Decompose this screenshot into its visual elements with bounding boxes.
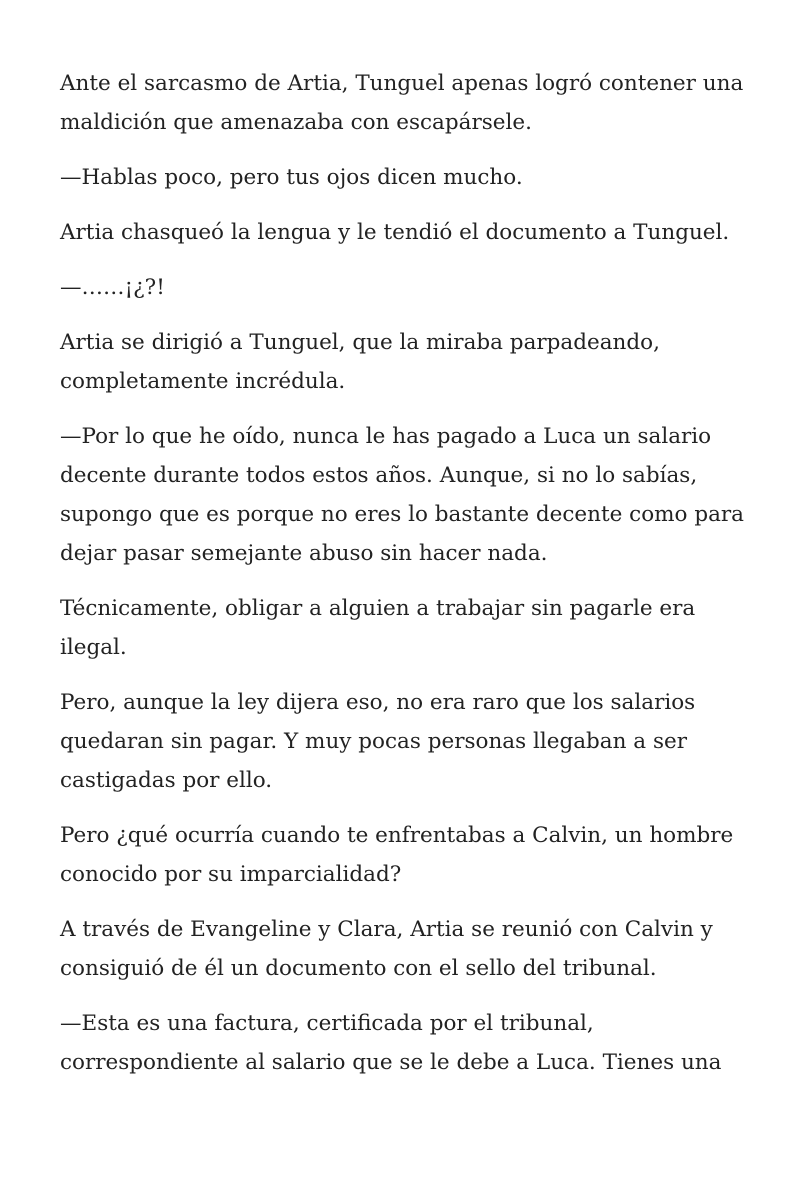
paragraph-11: —Esta es una factura, certificada por el tribunal, correspondiente al salario que se le debe a Luca. Tienes una [60, 1011, 722, 1075]
paragraph-2: —Hablas poco, pero tus ojos dicen mucho. [60, 165, 523, 190]
paragraph-8: Pero, aunque la ley dijera eso, no era raro que los salarios quedaran sin pagar. Y muy pocas personas llegaban a ser castigadas por ello. [60, 690, 696, 793]
paragraph-6: —Por lo que he oído, nunca le has pagado a Luca un salario decente durante todos estos años. Aunque, si no lo sabías, supongo que es porque no eres lo bastante decente como para dejar pasar semejante abuso sin hacer nada. [60, 424, 745, 566]
document-page [60, 64, 750, 1098]
paragraph-9: Pero ¿qué ocurría cuando te enfrentabas a Calvin, un hombre conocido por su imparcialidad? [60, 823, 734, 887]
paragraph-4: —……¡¿?! [60, 275, 165, 300]
paragraph-5: Artia se dirigió a Tunguel, que la miraba parpadeando, completamente incrédula. [60, 330, 660, 394]
paragraph-3: Artia chasqueó la lengua y le tendió el documento a Tunguel. [60, 220, 730, 245]
paragraph-1: Ante el sarcasmo de Artia, Tunguel apenas logró contener una maldición que amenazaba con escapársele. [60, 71, 744, 135]
paragraph-10: A través de Evangeline y Clara, Artia se reunió con Calvin y consiguió de él un documento con el sello del tribunal. [60, 917, 713, 981]
paragraph-7: Técnicamente, obligar a alguien a trabajar sin pagarle era ilegal. [60, 596, 696, 660]
